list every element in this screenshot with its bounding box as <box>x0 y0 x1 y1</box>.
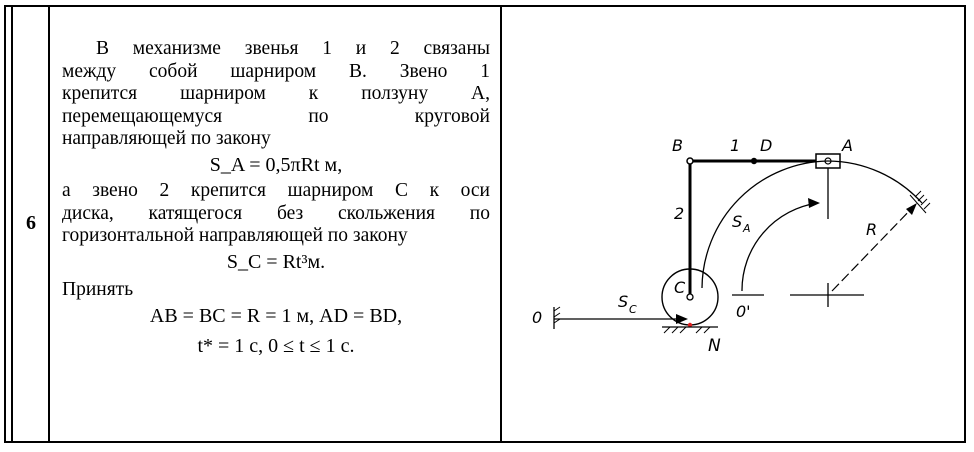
origin-hatching <box>554 307 560 323</box>
text-line: горизонтальной направляющей по закону <box>62 225 408 246</box>
joint-b <box>687 158 693 164</box>
formula-time: t* = 1 с, 0 ≤ t ≤ 1 с. <box>197 335 355 357</box>
text-line: а звено 2 крепится шарниром C к оси <box>62 180 490 201</box>
label-sc-sub: C <box>629 303 637 316</box>
sa-arrowhead <box>808 198 820 208</box>
text-line: крепится шарниром к ползуну A, <box>62 83 490 104</box>
problem-text <box>62 38 490 362</box>
joint-c <box>687 294 693 300</box>
label-link-2: 2 <box>674 204 685 223</box>
text-line: диска, катящегося без скольжения по <box>62 202 490 224</box>
formula-sc: S_C = Rt³м. <box>226 250 326 273</box>
text-line: перемещающемуся по круговой <box>62 105 490 127</box>
label-o: 0 <box>532 308 543 327</box>
mechanism-diagram <box>502 7 964 441</box>
formula-params: AB = BC = R = 1 м, AD = BD, <box>149 304 403 327</box>
label-c: C <box>674 278 686 297</box>
point-d <box>751 158 757 164</box>
ground-hatching <box>664 327 710 333</box>
sc-arrowhead <box>676 314 688 324</box>
radius-line <box>832 205 915 291</box>
label-sc: S <box>618 292 629 311</box>
formula-sa: S_A = 0,5πRt м, <box>209 153 343 176</box>
sa-arc <box>742 203 818 291</box>
accept-label: Принять <box>62 279 134 300</box>
text-line: между собой шарниром B. Звено 1 <box>62 60 490 82</box>
label-d: D <box>760 136 773 155</box>
table-divider-left <box>11 5 13 443</box>
table-divider-number <box>48 5 50 443</box>
label-sa-sub: A <box>743 222 751 235</box>
text-line: направляющей по закону <box>62 128 271 149</box>
radius-arrowhead <box>906 203 917 215</box>
mechanism-svg <box>502 7 964 441</box>
problem-number: 6 <box>26 212 36 234</box>
label-b: B <box>672 136 683 155</box>
label-n: N <box>708 336 721 356</box>
label-link-1: 1 <box>730 136 741 155</box>
label-sa: S <box>732 212 743 231</box>
label-a: A <box>842 136 853 155</box>
label-o-prime: 0' <box>736 302 751 321</box>
label-r: R <box>866 220 878 239</box>
text-line: В механизме звенья 1 и 2 связаны <box>96 38 490 59</box>
